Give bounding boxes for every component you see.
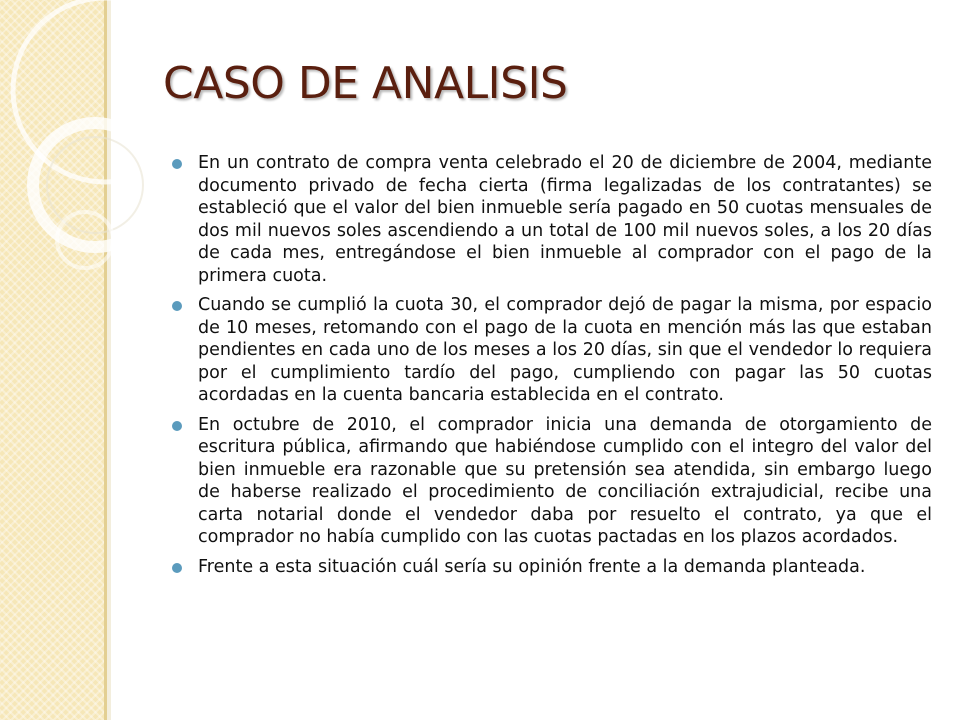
list-item [162,152,932,287]
slide-title: CASO DE ANALISIS [163,58,568,109]
bullet-text: Cuando se cumplió la cuota 30, el comprador dejó de pagar la misma, por espacio de 10 meses, retomando con el pago de la cuota en mención más las que estaban pendientes en cada uno de los meses a los 20 días, sin que el vendedor lo requiera por el cumplimiento tardío del pago, cumpliendo con pagar las 50 cuotas acordadas en la cuenta bancaria establecida en el contrato. [198,295,932,405]
bullet-icon [172,301,182,311]
list-item [162,414,932,549]
bullet-text: En octubre de 2010, el comprador inicia una demanda de otorgamiento de escritura pública, afirmando que habiéndose cumplido con el integro del valor del bien inmueble era razonable que su pretensión sea atendida, sin embargo luego de haberse realizado el procedimiento de conciliación extrajudicial, recibe una carta notarial donde el vendedor daba por resuelto el contrato, ya que el comprador no había cumplido con las cuotas pactadas en los plazos acordados. [198,414,932,547]
bullet-text: En un contrato de compra venta celebrado el 20 de diciembre de 2004, mediante documento privado de fecha cierta (firma legalizadas de los contratantes) se estableció que el valor del bien inmueble sería pagado en 50 cuotas mensuales de dos mil nuevos soles ascendiendo a un total de 100 mil nuevos soles, a los 20 días de cada mes, entregándose el bien inmueble al comprador con el pago de la primera cuota. [198,153,932,286]
bullet-icon [172,563,182,573]
bullet-text: Frente a esta situación cuál sería su opinión frente a la demanda planteada. [198,556,866,577]
list-item [162,294,932,407]
bullet-icon [172,159,182,169]
bullet-list [162,152,932,585]
bullet-icon [172,421,182,431]
list-item [162,556,932,579]
